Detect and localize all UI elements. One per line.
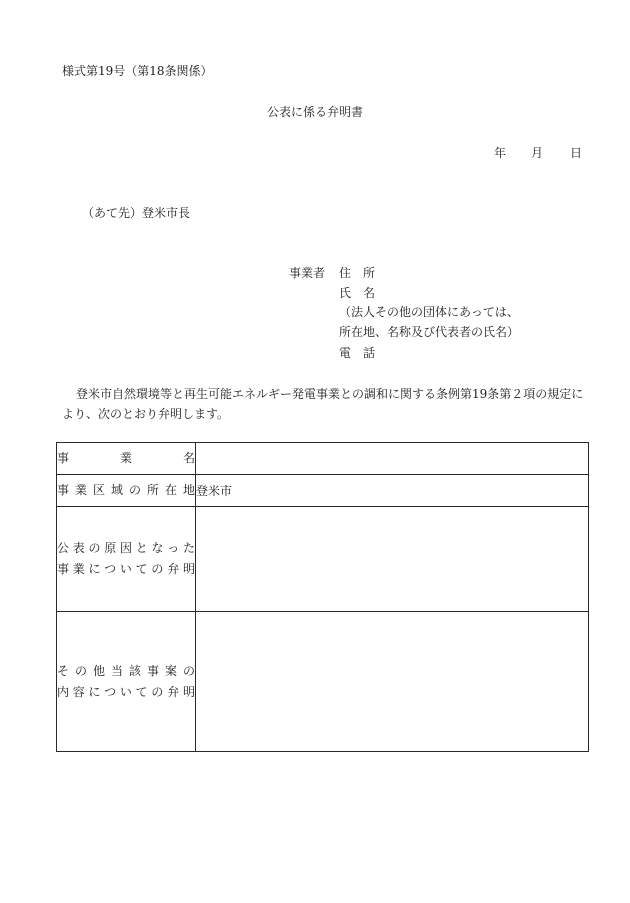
row-label-line: 事 業 名	[57, 451, 195, 465]
applicant-name-note-line1: （法人その他の団体にあっては、	[339, 305, 519, 319]
business-name-field[interactable]	[196, 443, 589, 475]
business-location-field[interactable]: 登米市	[196, 475, 589, 507]
addressee: （あて先）登米市長	[82, 206, 191, 220]
statement-paragraph: 登米市自然環境等と再生可能エネルギー発電事業との調和に関する条例第19条第２項の規定により、次のとおり弁明します。	[62, 387, 584, 421]
row-label-cause-explanation	[57, 507, 196, 612]
row-label-line: 事業についての弁明	[57, 562, 195, 576]
date-month: 月	[531, 146, 544, 160]
date-line	[494, 146, 582, 160]
form-number: 様式第19号（第18条関係）	[62, 64, 213, 78]
row-label-line: 内容についての弁明	[57, 684, 195, 699]
row-label-business-name	[57, 443, 196, 475]
applicant-name-note-line2: 所在地、名称及び代表者の氏名）	[339, 325, 520, 339]
row-label-line: その他当該事案の	[57, 663, 195, 678]
applicant-label: 事業者	[289, 266, 326, 280]
row-label-business-location	[57, 475, 196, 507]
table-row	[57, 612, 589, 752]
document-title: 公表に係る弁明書	[266, 105, 363, 119]
applicant-address-label: 住 所	[339, 266, 376, 280]
explanation-form-table	[56, 442, 589, 752]
cause-explanation-field[interactable]	[196, 507, 589, 612]
applicant-name-label: 氏 名	[339, 286, 376, 300]
row-label-other-explanation	[57, 612, 196, 752]
applicant-phone-label: 電 話	[339, 346, 376, 360]
other-explanation-field[interactable]	[196, 612, 589, 752]
table-row	[57, 475, 589, 507]
table-row	[57, 507, 589, 612]
row-label-line: 事業区域の所在地	[57, 483, 195, 497]
row-label-line: 公表の原因となった	[57, 541, 195, 555]
date-year: 年	[494, 146, 507, 160]
date-day: 日	[570, 146, 583, 160]
table-row	[57, 443, 589, 475]
